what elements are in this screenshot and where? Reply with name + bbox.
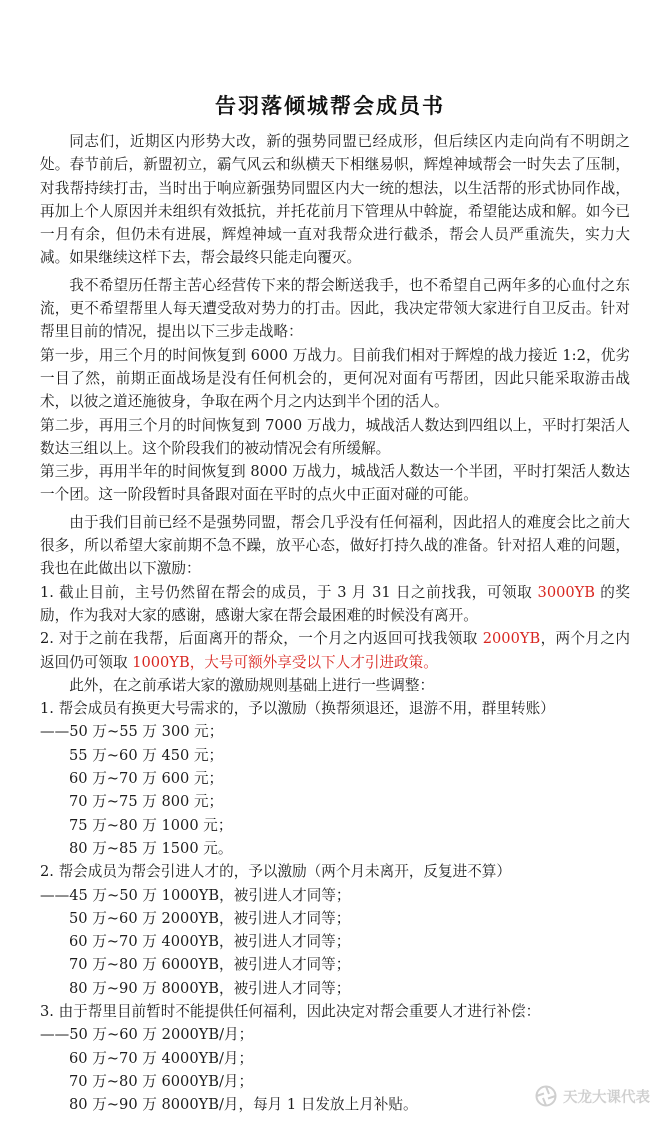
- rule-1-item: 55 万~60 万 450 元；: [69, 746, 224, 764]
- rule-3-item: 80 万~90 万 8000YB/月，每月 1 日发放上月补贴。: [69, 1096, 418, 1114]
- document-title: 告羽落倾城帮会成员书: [215, 93, 445, 118]
- rule-2-item: 50 万~60 万 2000YB，被引进人才同等；: [69, 909, 351, 927]
- rule-3-heading: 3. 由于帮里目前暂时不能提供任何福利，因此决定对帮会重要人才进行补偿：: [40, 1002, 541, 1020]
- document-body: [40, 130, 630, 1116]
- rule-2-item: 70 万~80 万 6000YB，被引进人才同等；: [69, 956, 351, 974]
- paragraph-step-2: 第二步，再用三个月的时间恢复到 7000 万战力，城战活人数达到四组以上，平时打架活人数达三组以上。这个阶段我们的被动情况会有所缓解。: [40, 416, 630, 457]
- paragraph-incentive-2: [40, 627, 630, 674]
- rule-1-item: 60 万~70 万 600 元；: [69, 770, 224, 788]
- incentive-1-highlight: 3000YB: [537, 583, 596, 601]
- camera-aperture-icon: [535, 1085, 557, 1107]
- incentive-2-highlight-1: 2000YB: [482, 630, 541, 648]
- watermark: [535, 1084, 650, 1108]
- rule-3-item: 60 万~70 万 4000YB/月；: [69, 1049, 254, 1067]
- rule-1-item: ——50 万~55 万 300 元；: [40, 723, 224, 741]
- rule-1-item: 80 万~85 万 1500 元。: [69, 839, 233, 857]
- paragraph-step-1: 第一步，用三个月的时间恢复到 6000 万战力。目前我们相对于辉煌的战力接近 1:2，优劣一目了然，前期正面战场是没有任何机会的，更何况对面有丐帮团，因此只能采取游击战术，以彼之道还施彼身，争取在两个月之内达到半个团的活人。: [40, 346, 630, 411]
- rule-2-heading: 2. 帮会成员为帮会引进人才的，予以激励（两个月未离开，反复进不算）: [40, 863, 511, 881]
- incentive-2-text-a: 2. 对于之前在我帮，后面离开的帮众，一个月之内返回可找我领取: [40, 630, 483, 648]
- incentive-2-highlight-2: 1000YB，大号可额外享受以下人才引进政策。: [132, 653, 438, 671]
- paragraph-incentive-1: [40, 581, 630, 628]
- paragraph-intro: 同志们，近期区内形势大改，新的强势同盟已经成形，但后续区内走向尚有不明朗之处。春节前后，新盟初立，霸气风云和纵横天下相继易帜，辉煌神域帮会一时失去了压制，对我帮持续打击，当时出于响应新强势同盟区内大一统的想法，以生活帮的形式协同作战，再加上个人原因并未组织有效抵抗，并托花前月下管理从中斡旋，希望能达成和解。如今已一月有余，但仍未有进展，辉煌神域一直对我帮众进行截杀，帮会人员严重流失，实力大减。如果继续这样下去，帮会最终只能走向覆灭。: [40, 133, 630, 267]
- incentive-1-text-b: 的奖励，作为我对大家的感谢，感谢大家在帮会最困难的时候没有离开。: [40, 583, 630, 624]
- rule-2-item: 60 万~70 万 4000YB，被引进人才同等；: [69, 933, 351, 951]
- rule-1-heading: 1. 帮会成员有换更大号需求的，予以激励（换帮须退还，退游不用，群里转账）: [40, 700, 555, 718]
- paragraph-decision: 我不希望历任帮主苦心经营传下来的帮会断送我手，也不希望自己两年多的心血付之东流，更不希望帮里人每天遭受敌对势力的打击。因此，我决定带领大家进行自卫反击。针对帮里目前的情况，提出以下三步走战略：: [40, 276, 630, 341]
- rule-3-item: 70 万~80 万 6000YB/月；: [69, 1072, 254, 1090]
- rule-3-item: ——50 万~60 万 2000YB/月；: [40, 1026, 254, 1044]
- rule-1-item: 70 万~75 万 800 元；: [69, 793, 224, 811]
- rule-2-item: ——45 万~50 万 1000YB，被引进人才同等；: [40, 886, 351, 904]
- incentive-2-text-b: ，两个月之内返回仍可领取: [40, 630, 630, 671]
- watermark-text: 天龙大课代表: [563, 1089, 650, 1106]
- paragraph-adjust: 此外，在之前承诺大家的激励规则基础上进行一些调整：: [69, 676, 435, 694]
- rule-1-item: 75 万~80 万 1000 元；: [69, 816, 233, 834]
- paragraph-recruit: 由于我们目前已经不是强势同盟，帮会几乎没有任何福利，因此招人的难度会比之前大很多，所以希望大家前期不急不躁，放平心态，做好打持久战的准备。针对招人难的问题，我也在此做出以下激励：: [40, 513, 630, 578]
- incentive-1-text-a: 1. 截止目前，主号仍然留在帮会的成员，于 3 月 31 日之前找我，可领取: [40, 583, 538, 601]
- rule-2-item: 80 万~90 万 8000YB，被引进人才同等；: [69, 979, 351, 997]
- paragraph-step-3: 第三步，再用半年的时间恢复到 8000 万战力，城战活人数达一个半团，平时打架活人数达一个团。这一阶段暂时具备跟对面在平时的点火中正面对碰的可能。: [40, 463, 630, 504]
